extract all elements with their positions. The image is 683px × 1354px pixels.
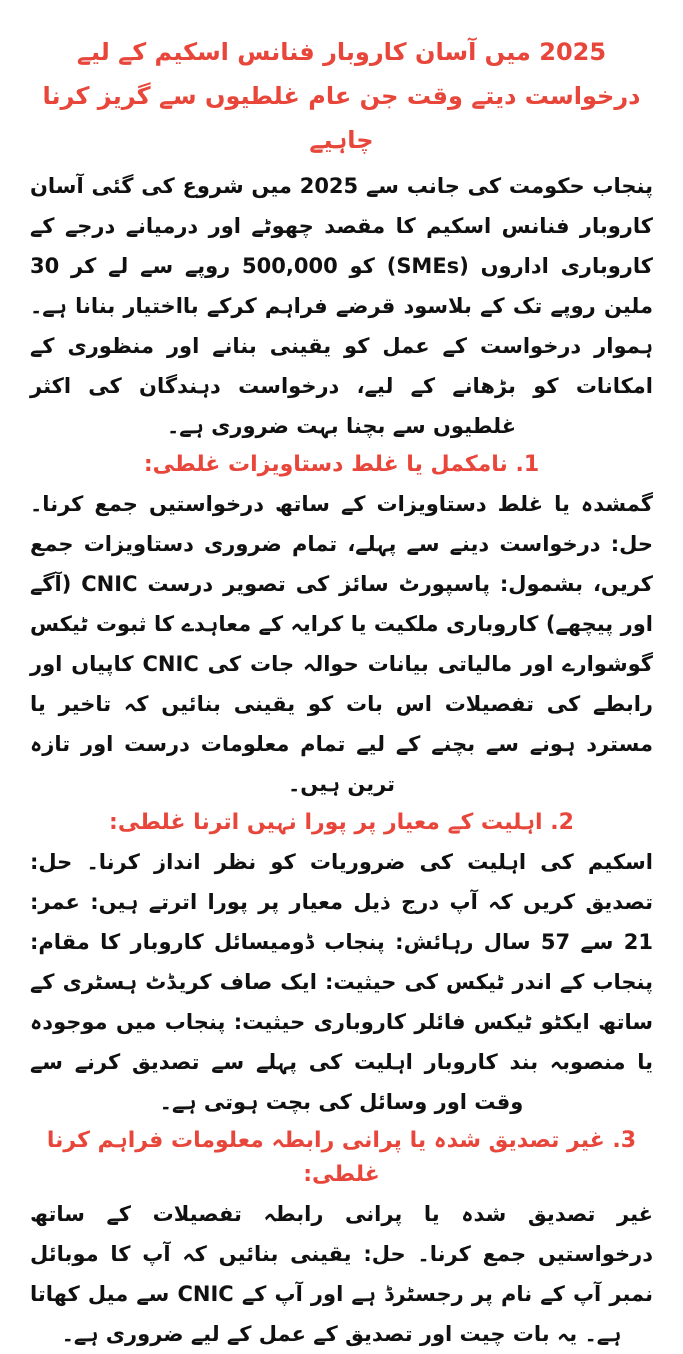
section-2-body: اسکیم کی اہلیت کی ضروریات کو نظر انداز کرنا۔ حل: تصدیق کریں کہ آپ درج ذیل معیار پر پورا اترتے ہیں: عمر: 21 سے 57 سال رہائش: پنجاب ڈومیسائل کاروبار کا مقام: پنجاب کے اندر ٹیکس کی حیثیت: ایک صاف کریڈٹ ہسٹری کے ساتھ ایکٹو ٹیکس فائلر کاروباری حیثیت: پنجاب میں موجودہ یا منصوبہ بند کاروبار اہلیت کی پہلے سے تصدیق کرنے سے وقت اور وسائل کی بچت ہوتی ہے۔ — [30, 850, 653, 1114]
section-3-number: 3. — [612, 1128, 637, 1153]
section-1-heading-text: نامکمل یا غلط دستاویزات غلطی: — [143, 452, 508, 477]
section-2-heading — [30, 806, 653, 840]
section-1-body: گمشدہ یا غلط دستاویزات کے ساتھ درخواستیں جمع کرنا۔ حل: درخواست دینے سے پہلے، تمام ضروری دستاویزات جمع کریں، بشمول: پاسپورٹ سائز کی تصویر درست CNIC (آگے اور پیچھے) کاروباری ملکیت یا کرایہ کے معاہدے کا ثبوت ٹیکس گوشوارے اور مالیاتی بیانات حوالہ جات کی CNIC کاپیاں اور رابطے کی تفصیلات اس بات کو یقینی بنائیں کہ تاخیر یا مسترد ہونے سے بچنے کے لیے تمام معلومات درست اور تازہ ترین ہیں۔ — [30, 492, 654, 796]
section-2-number: 2. — [550, 810, 574, 835]
section-3-heading — [30, 1124, 653, 1192]
section-1-heading — [30, 448, 653, 482]
article-title: 2025 میں آسان کاروبار فنانس اسکیم کے لیے درخواست دیتے وقت جن عام غلطیوں سے گریز کرنا چاہیے — [42, 38, 641, 154]
section-2-heading-text: اہلیت کے معیار پر پورا نہیں اترنا غلطی: — [109, 810, 543, 835]
intro-paragraph: پنجاب حکومت کی جانب سے 2025 میں شروع کی گئی آسان کاروبار فنانس اسکیم کا مقصد چھوٹے اور درمیانے درجے کے کاروباری اداروں (SMEs) کو 500,000 روپے سے لے کر 30 ملین روپے تک کے بلاسود قرضے فراہم کرکے بااختیار بنانا ہے۔ ہموار درخواست کے عمل کو یقینی بنانے اور منظوری کے امکانات کو بڑھانے کے لیے، درخواست دہندگان کی اکثر غلطیوں سے بچنا بہت ضروری ہے۔ — [30, 174, 653, 438]
section-3-body: غیر تصدیق شدہ یا پرانی رابطہ تفصیلات کے ساتھ درخواستیں جمع کرنا۔ حل: یقینی بنائیں کہ آپ کا موبائل نمبر آپ کے نام پر رجسٹرڈ ہے اور آپ کے CNIC سے میل کھاتا ہے۔ یہ بات چیت اور تصدیق کے عمل کے لیے ضروری ہے۔ — [30, 1202, 653, 1346]
section-3-heading-text: غیر تصدیق شدہ یا پرانی رابطہ معلومات فراہم کرنا غلطی: — [46, 1128, 605, 1187]
section-1-number: 1. — [515, 452, 540, 477]
